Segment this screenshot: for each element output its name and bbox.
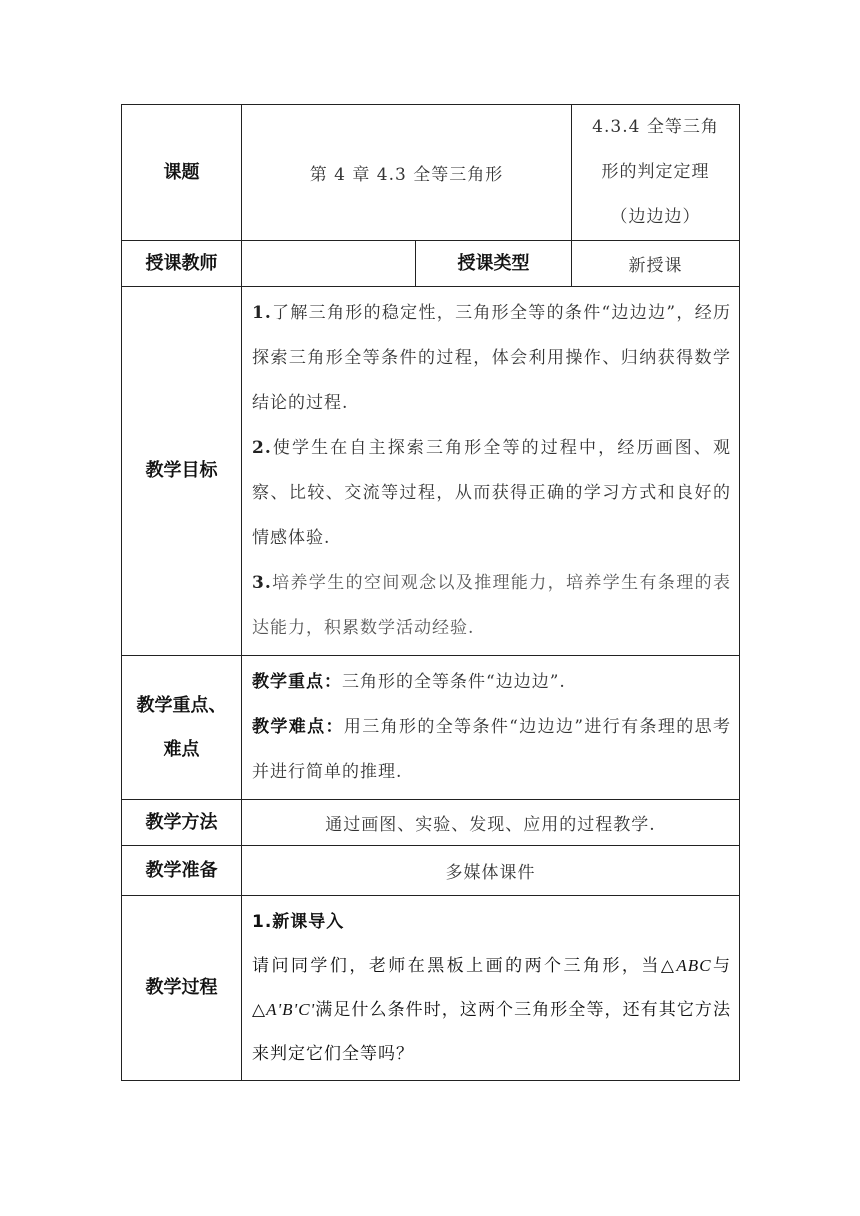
method-value: 通过画图、实验、发现、应用的过程教学. — [242, 800, 740, 846]
preparation-value: 多媒体课件 — [242, 846, 740, 896]
topic-subtitle-line3: （边边边） — [610, 207, 701, 227]
topic-subtitle-line2: 形的判定定理 — [601, 162, 710, 182]
row-objectives — [122, 287, 740, 656]
row-key-points — [122, 656, 740, 800]
preparation-label: 教学准备 — [122, 846, 242, 896]
key-points-label: 教学重点、 难点 — [122, 656, 242, 800]
objectives-label: 教学目标 — [122, 287, 242, 656]
lesson-type-value: 新授课 — [572, 241, 740, 287]
key-points-content — [242, 656, 740, 800]
process-label: 教学过程 — [122, 896, 242, 1081]
objectives-content — [242, 287, 740, 656]
objective-item: 3.培养学生的空间观念以及推理能力，培养学生有条理的表达能力，积累数学活动经验. — [252, 573, 731, 638]
row-teacher — [122, 241, 740, 287]
row-topic — [122, 105, 740, 241]
topic-label: 课题 — [122, 105, 242, 241]
process-text: 请问同学们，老师在黑板上画的两个三角形，当△ABC与△A'B'C'满足什么条件时，这两个三角形全等，还有其它方法来判定它们全等吗？ — [252, 956, 732, 1064]
topic-value: 第 4 章 4.3 全等三角形 — [242, 105, 572, 241]
lesson-plan-table — [121, 104, 740, 1081]
row-preparation — [122, 846, 740, 896]
method-label: 教学方法 — [122, 800, 242, 846]
objective-item: 1.了解三角形的稳定性，三角形全等的条件“边边边”，经历探索三角形全等条件的过程，体会利用操作、归纳获得数学结论的过程. — [252, 303, 731, 413]
difficulty-point: 教学难点：用三角形的全等条件“边边边”进行有条理的思考并进行简单的推理. — [252, 717, 732, 782]
topic-subtitle-line1: 4.3.4 全等三角 — [592, 117, 719, 137]
process-content — [242, 896, 740, 1081]
objective-item: 2.使学生在自主探索三角形全等的过程中，经历画图、观察、比较、交流等过程，从而获得正确的学习方式和良好的情感体验. — [252, 438, 731, 548]
process-heading: 1.新课导入 — [252, 912, 345, 932]
key-point: 教学重点：三角形的全等条件“边边边”. — [252, 672, 566, 692]
topic-subtitle — [572, 105, 740, 241]
lesson-type-label: 授课类型 — [416, 241, 572, 287]
row-method — [122, 800, 740, 846]
teacher-value — [242, 241, 416, 287]
teacher-label: 授课教师 — [122, 241, 242, 287]
row-process — [122, 896, 740, 1081]
